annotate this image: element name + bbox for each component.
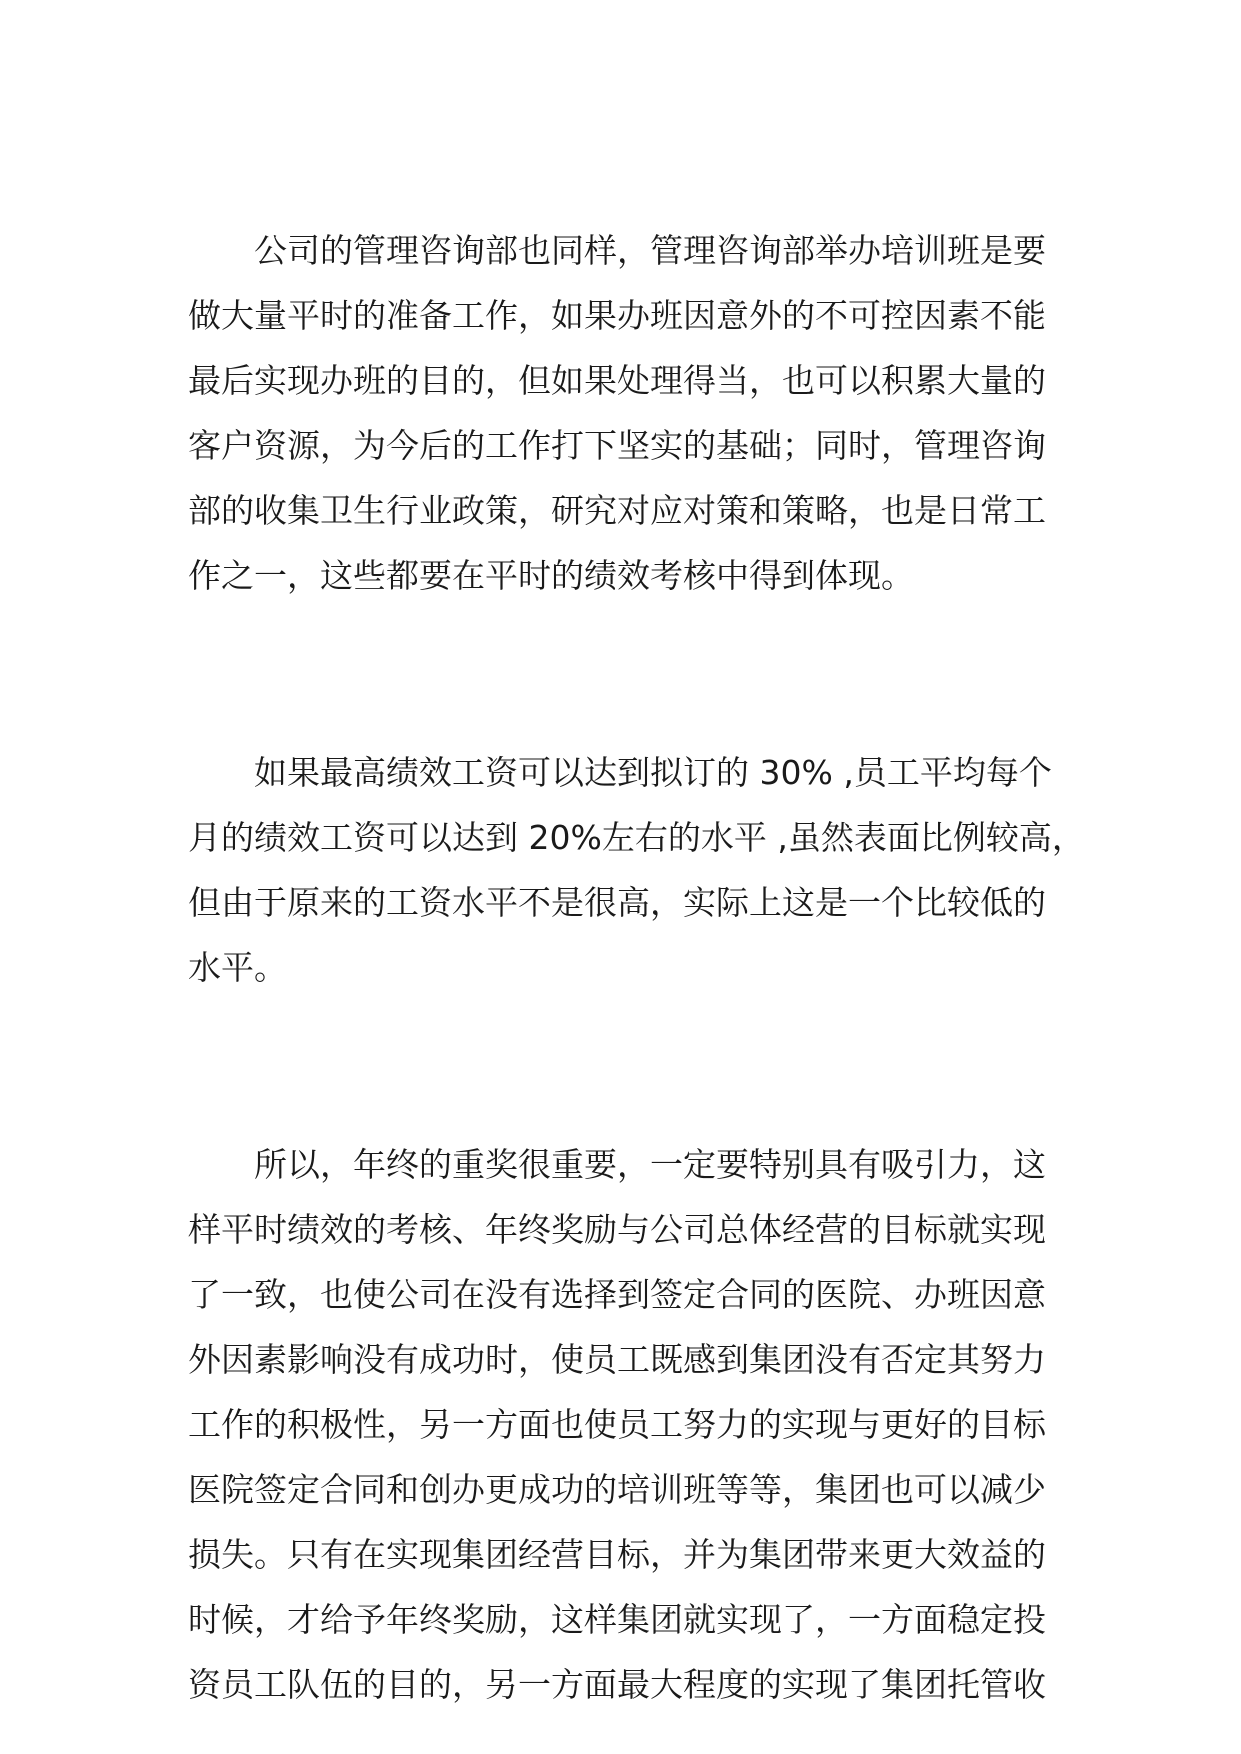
text-line: 月的绩效工资可以达到 20%左右的水平 ,虽然表面比例较高， (188, 818, 1085, 857)
text-line: 医院签定合同和创办更成功的培训班等等，集团也可以减少 (188, 1470, 1046, 1509)
text-line: 时候，才给予年终奖励，这样集团就实现了，一方面稳定投 (188, 1600, 1046, 1639)
text-line: 部的收集卫生行业政策，研究对应对策和策略，也是日常工 (188, 491, 1046, 530)
document-body (188, 218, 1085, 1717)
text-line: 资员工队伍的目的，另一方面最大程度的实现了集团托管收 (188, 1665, 1046, 1704)
text-line: 样平时绩效的考核、年终奖励与公司总体经营的目标就实现 (188, 1210, 1046, 1249)
text-line: 了一致，也使公司在没有选择到签定合同的医院、办班因意 (188, 1275, 1046, 1314)
text-line: 公司的管理咨询部也同样，管理咨询部举办培训班是要 (254, 231, 1046, 270)
text-line: 如果最高绩效工资可以达到拟订的 30% ,员工平均每个 (254, 753, 1052, 792)
text-line: 工作的积极性，另一方面也使员工努力的实现与更好的目标 (188, 1405, 1046, 1444)
text-line: 外因素影响没有成功时，使员工既感到集团没有否定其努力 (188, 1340, 1046, 1379)
text-line: 作之一，这些都要在平时的绩效考核中得到体现。 (188, 556, 914, 595)
text-line: 水平。 (188, 948, 287, 987)
paragraph-spacer (188, 608, 1068, 740)
paragraph-2 (188, 740, 1085, 1000)
text-line: 最后实现办班的目的，但如果处理得当，也可以积累大量的 (188, 361, 1046, 400)
text-line: 所以，年终的重奖很重要，一定要特别具有吸引力，这 (254, 1145, 1046, 1184)
paragraph-3 (188, 1132, 1068, 1717)
text-line: 客户资源，为今后的工作打下坚实的基础；同时，管理咨询 (188, 426, 1046, 465)
text-line: 做大量平时的准备工作，如果办班因意外的不可控因素不能 (188, 296, 1046, 335)
text-line: 但由于原来的工资水平不是很高，实际上这是一个比较低的 (188, 883, 1046, 922)
text-line: 损失。只有在实现集团经营目标，并为集团带来更大效益的 (188, 1535, 1046, 1574)
paragraph-spacer (188, 1000, 1068, 1132)
paragraph-1 (188, 218, 1068, 608)
